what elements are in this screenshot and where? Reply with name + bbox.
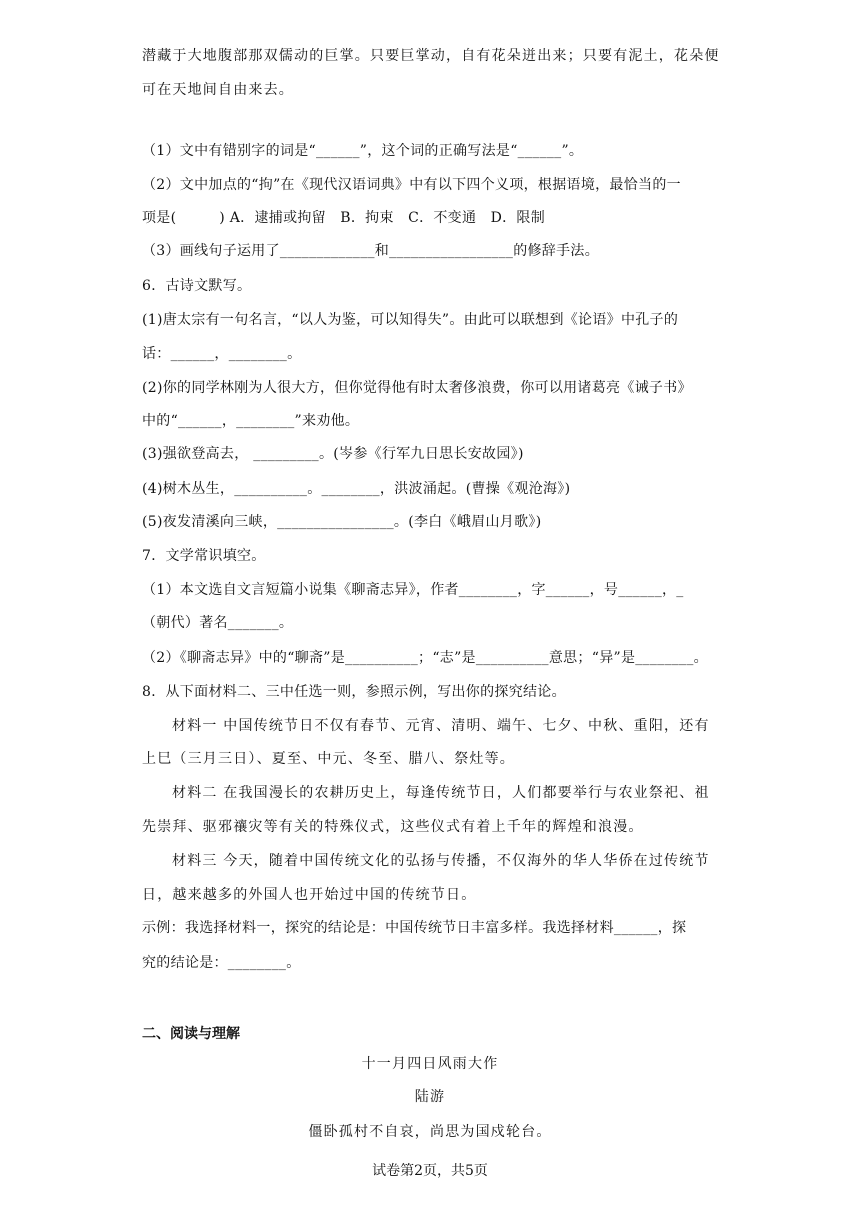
q8-material2-line2: 先崇拜、驱邪禳灾等有关的特殊仪式，这些仪式有着上千年的辉煌和浪漫。: [142, 819, 644, 835]
q5-sub3: （3）画线句子运用了_____________和_________________的修辞手法。: [142, 243, 600, 259]
section-heading: 二、阅读与理解: [142, 1026, 240, 1042]
q8-material1-line2: 上巳（三月三日）、夏至、中元、冬至、腊八、祭灶等。: [142, 751, 515, 767]
q8-material2-line1: 材料二 在我国漫长的农耕历史上，每逢传统节日，人们都要举行与农业祭祀、祖: [172, 785, 710, 801]
q7-s2: （2）《聊斋志异》中的“聊斋”是__________；“志”是__________意思；“异”是________。: [142, 650, 708, 666]
q6-s2-line2: 中的“______，________”来劝他。: [142, 413, 360, 429]
q8-material3-line1: 材料三 今天，随着中国传统文化的弘扬与传播，不仅海外的华人华侨在过传统节: [172, 853, 710, 869]
q6-title: 6．古诗文默写。: [142, 278, 252, 294]
q7-s1-line1: （1）本文选自文言短篇小说集《聊斋志异》，作者________，字______，号______，_: [142, 582, 684, 598]
poem-author: 陆游: [414, 1089, 446, 1105]
q7-s1-line2: （朝代）著名_______。: [142, 615, 294, 631]
passage-line-1: 潜藏于大地腹部那双儒动的巨掌。只要巨掌动，自有花朵迸出来；只要有泥土，花朵便: [142, 48, 720, 64]
passage-line-2: 可在天地间自由来去。: [142, 82, 294, 98]
q5-sub2-line1: （2）文中加点的“拘”在《现代汉语词典》中有以下四个义项，根据语境，最恰当的一: [142, 177, 681, 193]
q6-s5: (5)夜发清溪向三峡，________________。(李白《峨眉山月歌》): [142, 514, 542, 530]
poem-line-1: 僵卧孤村不自哀，尚思为国戍轮台。: [308, 1124, 552, 1140]
q5-sub2-line2: 项是( ) A．逮捕或拘留 B．拘束 C．不变通 D．限制: [142, 210, 546, 226]
q8-material1-line1: 材料一 中国传统节日不仅有春节、元宵、清明、端午、七夕、中秋、重阳，还有: [172, 718, 710, 734]
q5-sub1: （1）文中有错别字的词是“______”，这个词的正确写法是“______”。: [142, 143, 584, 159]
q6-s4: (4)树木丛生，__________。________，洪波涌起。(曹操《观沧海》): [142, 481, 571, 497]
q8-material3-line2: 日，越来越多的外国人也开始过中国的传统节日。: [142, 887, 477, 903]
q6-s2-line1: (2)你的同学林刚为人很大方，但你觉得他有时太奢侈浪费，你可以用诸葛亮《诫子书》: [142, 380, 692, 396]
q6-s3: (3)强欲登高去， _________。(岑参《行军九日思长安故园》): [142, 446, 524, 462]
q6-s1-line2: 话：______，________。: [142, 346, 302, 362]
q6-s1-line1: (1)唐太宗有一句名言，“以人为鉴，可以知得失”。由此可以联想到《论语》中孔子的: [142, 312, 679, 328]
q7-title: 7．文学常识填空。: [142, 548, 266, 564]
q8-title: 8．从下面材料二、三中任选一则，参照示例，写出你的探究结论。: [142, 684, 566, 700]
poem-title: 十一月四日风雨大作: [361, 1056, 499, 1072]
q8-example-line1: 示例：我选择材料一，探究的结论是：中国传统节日丰富多样。我选择材料______，探: [142, 920, 687, 936]
q8-example-line2: 究的结论是：________。: [142, 955, 301, 971]
page-footer: 试卷第2页，共5页: [372, 1163, 488, 1179]
